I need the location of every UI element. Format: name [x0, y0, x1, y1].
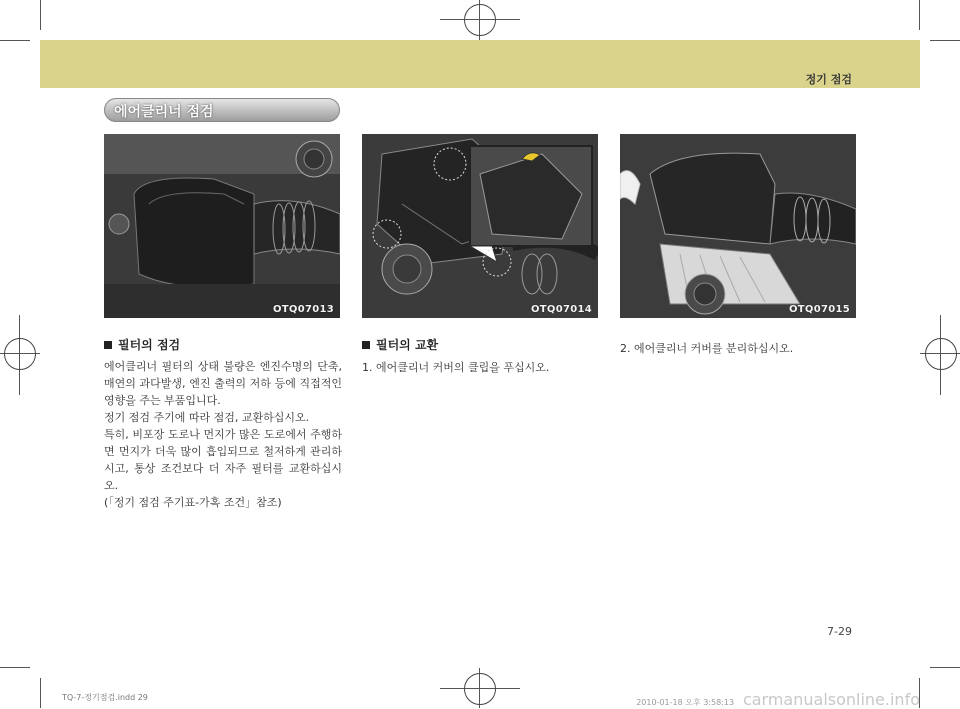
section-title: 에어클리너 점검: [114, 104, 214, 120]
filter-replacement-heading: [362, 336, 438, 353]
bullet-square-icon: [362, 341, 370, 349]
image-code-1: OTQ07013: [272, 304, 334, 315]
paragraph: (「정기 점검 주기표-가혹 조건」참조): [104, 496, 282, 509]
watermark: carmanualsonline.info: [742, 690, 920, 709]
corner-mark-br-h: [930, 667, 960, 668]
footer-stamp-text: 2010-01-18 오후 3:58:13: [636, 698, 735, 707]
paragraph: 특히, 비포장 도로나 먼지가 많은 도로에서 주행하면 먼지가 더욱 많이 흡입되므로 철저하게 관리하시고, 통상 조건보다 더 자주 필터를 교환하십시오.: [104, 428, 342, 492]
registration-mark-left: [4, 338, 36, 370]
header-title: 정기 점검: [805, 73, 852, 86]
filter-inspection-heading: [104, 336, 180, 353]
paragraph: 정기 점검 주기에 따라 점검, 교환하십시오.: [104, 411, 310, 424]
image-code-2: OTQ07014: [530, 304, 592, 315]
registration-mark-bottom: [464, 673, 496, 705]
corner-mark-bl: [40, 678, 41, 708]
engine-illustration-3: [620, 134, 856, 318]
footer-file-info: TQ-7-정기점검.indd 29: [62, 693, 148, 702]
footer-timestamp: [636, 690, 920, 709]
engine-illustration-1: [104, 134, 340, 318]
filter-inspection-heading-text: 필터의 점검: [118, 338, 181, 352]
engine-photo-1: [104, 134, 340, 318]
bullet-square-icon: [104, 341, 112, 349]
corner-mark-tl: [40, 0, 41, 30]
step-2: 2. 에어클리너 커버를 분리하십시오.: [620, 342, 794, 355]
image-code-3: OTQ07015: [788, 304, 850, 315]
corner-mark-bl-h: [0, 667, 30, 668]
header-band: [40, 40, 920, 88]
paragraph: 에어클리너 필터의 상태 불량은 엔진수명의 단축, 매연의 과다발생, 엔진 출력의 저하 등에 직접적인 영향을 주는 부품입니다.: [104, 360, 342, 407]
engine-illustration-2: [362, 134, 598, 318]
step-1: 1. 에어클리너 커버의 클립을 푸십시오.: [362, 361, 550, 374]
page-number: 7-29: [827, 625, 852, 638]
corner-mark-tl-h: [0, 40, 30, 41]
corner-mark-tr-h: [930, 40, 960, 41]
filter-replacement-heading-text: 필터의 교환: [376, 338, 439, 352]
registration-mark-right: [925, 338, 957, 370]
filter-inspection-body: [104, 358, 342, 511]
engine-photo-3: [620, 134, 856, 318]
registration-mark-top: [464, 4, 496, 36]
corner-mark-tr: [919, 0, 920, 30]
engine-photo-2: [362, 134, 598, 318]
